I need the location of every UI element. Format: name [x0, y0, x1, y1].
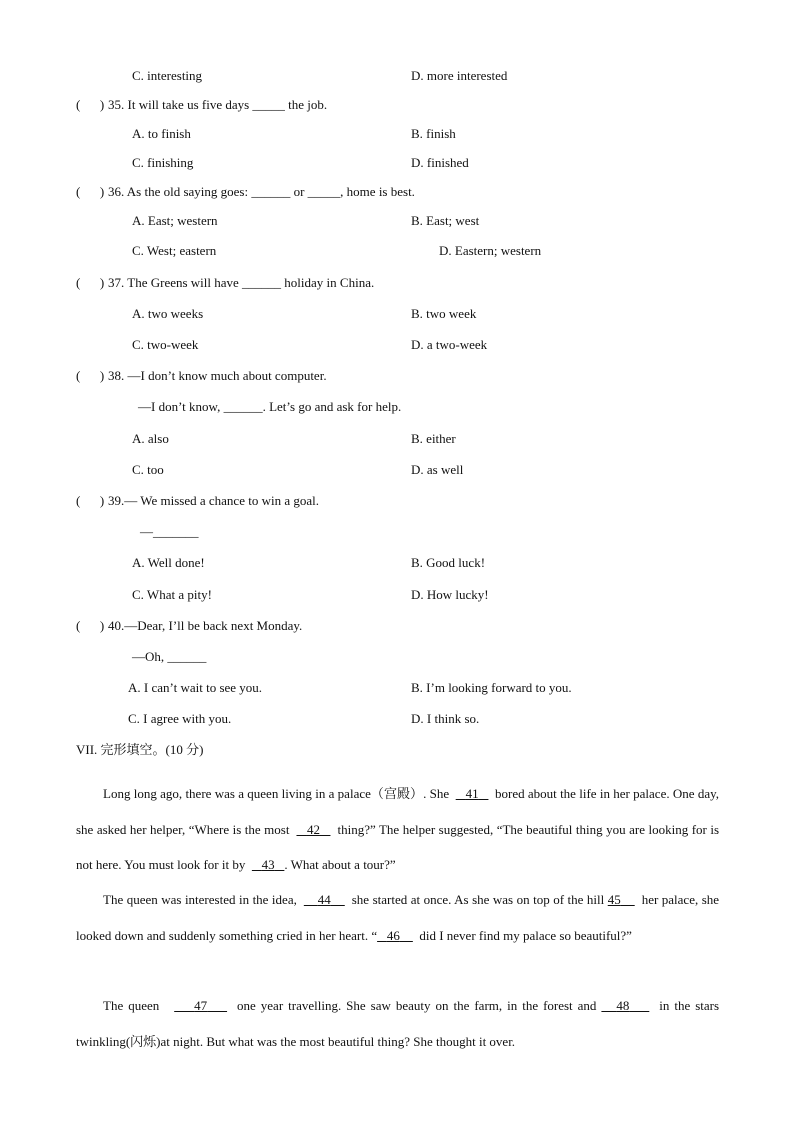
answer-paren: ( )	[76, 493, 105, 508]
answer-paren: ( )	[76, 184, 105, 199]
question-stem: 35. It will take us five days _____ the job.	[108, 97, 328, 112]
question-39-reply: —_______	[140, 524, 199, 539]
option-39-b: B. Good luck!	[411, 555, 486, 570]
option-37-b: B. two week	[411, 306, 477, 321]
option-37-a: A. two weeks	[132, 306, 204, 321]
answer-paren: ( )	[76, 275, 105, 290]
option-39-d: D. How lucky!	[411, 587, 489, 602]
answer-paren: ( )	[76, 618, 105, 633]
option-35-c: C. finishing	[132, 155, 194, 170]
question-stem: 39.— We missed a chance to win a goal.	[108, 493, 319, 508]
option-36-d: D. Eastern; western	[439, 243, 542, 258]
passage-paragraph-3: The queen 47 one year travelling. She saw beauty on the farm, in the forest and 48 in the stars twinkling(闪烁)at night. But what was the most beautiful thing? She thought it over.	[76, 998, 720, 1049]
question-stem: 36. As the old saying goes: ______ or _____, home is best.	[108, 184, 415, 199]
option-40-b: B. I’m looking forward to you.	[411, 680, 572, 695]
option-36-a: A. East; western	[132, 213, 218, 228]
option-38-d: D. as well	[411, 462, 464, 477]
option-40-a: A. I can’t wait to see you.	[128, 680, 263, 695]
option-35-a: A. to finish	[132, 126, 191, 141]
answer-paren: ( )	[76, 97, 105, 112]
option-34-d: D. more interested	[411, 68, 508, 83]
question-38	[76, 368, 327, 384]
question-40	[76, 618, 302, 634]
option-36-b: B. East; west	[411, 213, 480, 228]
option-35-b: B. finish	[411, 126, 456, 141]
option-37-c: C. two-week	[132, 337, 199, 352]
question-38-reply: —I don’t know, ______. Let’s go and ask for help.	[138, 399, 402, 414]
option-35-d: D. finished	[411, 155, 469, 170]
option-39-c: C. What a pity!	[132, 587, 212, 602]
question-40-reply: —Oh, ______	[132, 649, 207, 664]
question-stem: 38. —I don’t know much about computer.	[108, 368, 327, 383]
blank-43: 43	[261, 857, 275, 872]
question-stem: 37. The Greens will have ______ holiday in China.	[108, 275, 375, 290]
question-36	[76, 184, 415, 200]
question-39	[76, 493, 319, 509]
blank-48: 48	[616, 998, 630, 1013]
option-40-c: C. I agree with you.	[128, 711, 232, 726]
blank-42: 42	[306, 821, 320, 837]
question-35	[76, 97, 327, 113]
blank-41: 41	[465, 786, 479, 801]
option-38-a: A. also	[132, 431, 169, 446]
question-37	[76, 275, 374, 291]
option-39-a: A. Well done!	[132, 555, 205, 570]
question-stem: 40.—Dear, I’ll be back next Monday.	[108, 618, 303, 633]
option-40-d: D. I think so.	[411, 711, 480, 726]
blank-45: 45	[607, 892, 621, 907]
passage-paragraph-1: Long long ago, there was a queen living in a palace（宫殿）. She 41 bored about the life in her palace. One day, she asked her helper, “Where is the most 42 thing?” The helper suggested, “The beautiful thing you are looking for is not here. You must look for it by 43 . What about a tour?”	[76, 786, 720, 872]
option-36-c: C. West; eastern	[132, 243, 217, 258]
option-37-d: D. a two-week	[411, 337, 488, 352]
option-34-c: C. interesting	[132, 68, 203, 83]
section-heading: VII. 完形填空。(10 分)	[76, 742, 204, 757]
blank-44: 44	[317, 892, 331, 907]
option-38-b: B. either	[411, 431, 456, 446]
answer-paren: ( )	[76, 368, 105, 383]
passage-paragraph-2: The queen was interested in the idea, 44 she started at once. As she was on top of the hill 45 her palace, she looked down and suddenly something cried in her heart. “ 46 did I never find my palace so beautiful?”	[76, 892, 720, 943]
blank-47: 47	[194, 998, 208, 1013]
blank-46: 46	[386, 927, 400, 943]
option-38-c: C. too	[132, 462, 164, 477]
